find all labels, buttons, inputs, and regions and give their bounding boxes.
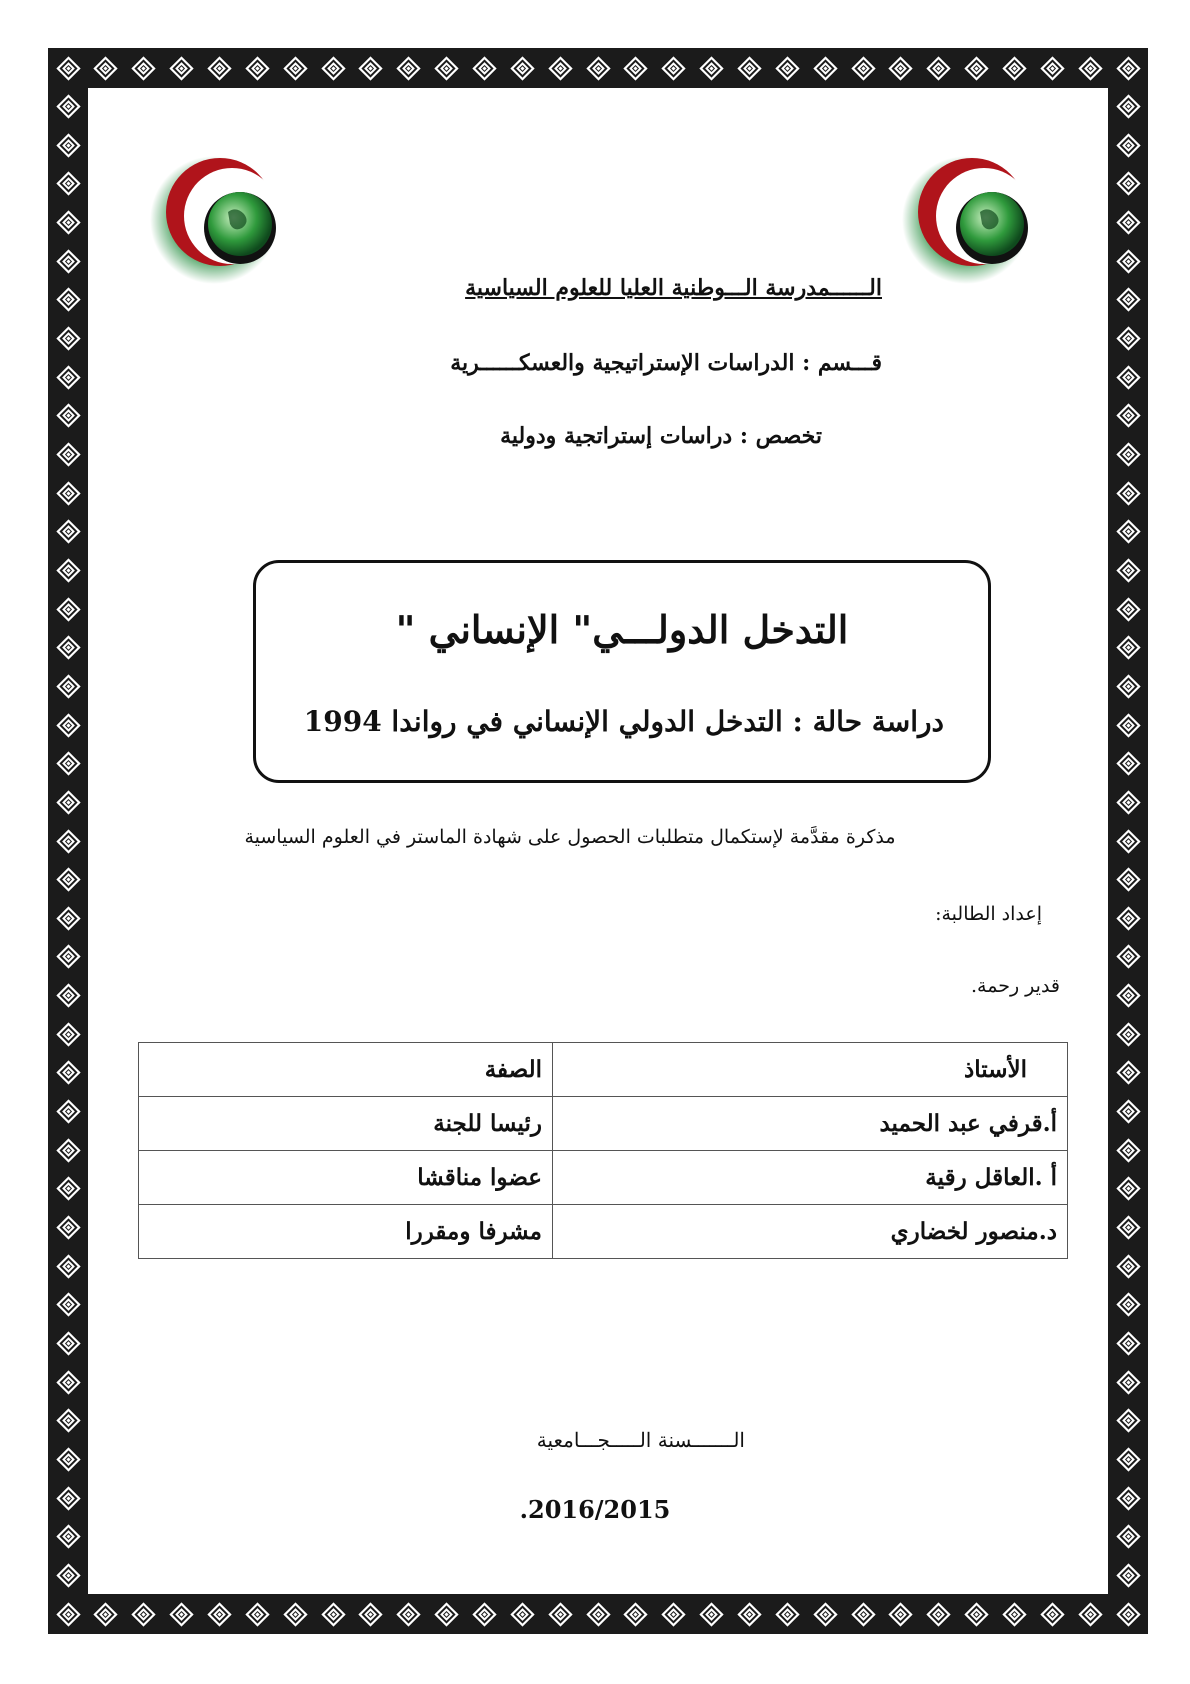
border-diamond — [94, 56, 118, 80]
border-diamond — [56, 95, 80, 119]
border-diamond — [283, 1602, 307, 1626]
border-diamond — [1116, 1563, 1140, 1587]
border-diamond — [737, 1602, 761, 1626]
border-diamond — [207, 56, 231, 80]
border-diamond — [1116, 1022, 1140, 1046]
border-diamond — [56, 1563, 80, 1587]
specialization: تخصص : دراسات إستراتجية ودولية — [500, 423, 822, 449]
border-diamond — [1116, 95, 1140, 119]
border-diamond — [435, 1602, 459, 1626]
thesis-title: التدخل الدولـــي" الإنساني " — [395, 607, 849, 652]
border-diamond — [927, 56, 951, 80]
border-diamond — [1116, 868, 1140, 892]
border-diamond — [1116, 1254, 1140, 1278]
border-diamond — [1116, 1409, 1140, 1433]
border-diamond — [56, 1331, 80, 1355]
border-diamond — [56, 327, 80, 351]
border-diamond — [510, 56, 534, 80]
border-diamond — [1116, 829, 1140, 853]
border-diamond — [397, 56, 421, 80]
border-diamond — [56, 1177, 80, 1201]
border-diamond — [56, 984, 80, 1008]
border-diamond — [56, 1138, 80, 1162]
border-diamond — [1116, 1602, 1140, 1626]
border-diamond — [170, 1602, 194, 1626]
department: قـــسم : الدراسات الإستراتيجية والعسكــــــرية — [450, 350, 882, 376]
student-name: قدير رحمة. — [971, 975, 1060, 997]
border-diamond — [662, 56, 686, 80]
border-diamond — [1116, 558, 1140, 582]
border-diamond — [207, 1602, 231, 1626]
border-diamond — [56, 1293, 80, 1317]
border-diamond — [889, 56, 913, 80]
border-diamond — [1040, 1602, 1064, 1626]
border-diamond — [586, 1602, 610, 1626]
border-diamond — [56, 945, 80, 969]
border-diamond — [1116, 442, 1140, 466]
border-diamond — [56, 249, 80, 273]
border-diamond — [1116, 597, 1140, 621]
professor-cell: أ.قرفي عبد الحميد — [553, 1097, 1068, 1151]
border-diamond — [1078, 56, 1102, 80]
school-name: الــــــمدرسة الـــوطنية العليا للعلوم السياسية — [465, 275, 882, 301]
border-diamond — [1116, 752, 1140, 776]
border-diamond — [56, 133, 80, 157]
border-diamond — [510, 1602, 534, 1626]
border-diamond — [1116, 133, 1140, 157]
table-row — [139, 1097, 1068, 1151]
border-diamond — [245, 56, 269, 80]
border-diamond — [56, 520, 80, 544]
border-diamond — [56, 288, 80, 312]
school-emblem-icon — [148, 150, 288, 290]
border-diamond — [56, 1061, 80, 1085]
border-diamond — [56, 211, 80, 235]
border-diamond — [56, 56, 80, 80]
border-diamond — [927, 1602, 951, 1626]
border-diamond — [56, 558, 80, 582]
border-diamond — [56, 481, 80, 505]
table-row — [139, 1151, 1068, 1205]
border-diamond — [435, 56, 459, 80]
border-diamond — [56, 365, 80, 389]
border-diamond — [737, 56, 761, 80]
border-diamond — [94, 1602, 118, 1626]
title-box — [253, 560, 991, 783]
border-diamond — [56, 829, 80, 853]
table-header-row — [139, 1043, 1068, 1097]
border-diamond — [965, 1602, 989, 1626]
border-diamond — [1002, 56, 1026, 80]
border-diamond — [775, 56, 799, 80]
border-diamond — [56, 442, 80, 466]
role-cell: مشرفا ومقررا — [139, 1205, 553, 1259]
border-diamond — [1116, 1525, 1140, 1549]
border-diamond — [56, 790, 80, 814]
border-diamond — [1116, 1215, 1140, 1239]
border-diamond — [813, 56, 837, 80]
border-diamond — [321, 56, 345, 80]
border-diamond — [1116, 1331, 1140, 1355]
border-diamond — [56, 172, 80, 196]
border-diamond — [1116, 713, 1140, 737]
role-cell: رئيسا للجنة — [139, 1097, 553, 1151]
border-diamond — [1116, 945, 1140, 969]
border-diamond — [1116, 365, 1140, 389]
border-diamond — [1116, 172, 1140, 196]
border-diamond — [1116, 1293, 1140, 1317]
border-diamond — [1116, 288, 1140, 312]
border-diamond — [1116, 1138, 1140, 1162]
professor-cell: أ .العاقل رقية — [553, 1151, 1068, 1205]
academic-year-label: الـــــــسنة الـــــجـــامعية — [536, 1428, 745, 1452]
border-diamond — [283, 56, 307, 80]
border-diamond — [1116, 1100, 1140, 1124]
border-diamond — [359, 56, 383, 80]
border-diamond — [56, 636, 80, 660]
border-diamond — [56, 713, 80, 737]
border-diamond — [56, 906, 80, 930]
case-study: دراسة حالة : التدخل الدولي الإنساني في رواندا 1994 — [303, 705, 944, 738]
border-diamond — [1116, 984, 1140, 1008]
border-diamond — [1116, 636, 1140, 660]
border-diamond — [1078, 1602, 1102, 1626]
border-diamond — [851, 56, 875, 80]
border-diamond — [56, 404, 80, 428]
table-row — [139, 1205, 1068, 1259]
border-diamond — [889, 1602, 913, 1626]
academic-year: .2016/2015 — [519, 1495, 671, 1524]
professor-cell: د.منصور لخضاري — [553, 1205, 1068, 1259]
border-diamond — [56, 1215, 80, 1239]
border-diamond — [56, 674, 80, 698]
border-diamond — [1116, 249, 1140, 273]
border-diamond — [56, 1254, 80, 1278]
border-diamond — [1116, 1370, 1140, 1394]
role-cell: عضوا مناقشا — [139, 1151, 553, 1205]
border-diamond — [56, 752, 80, 776]
border-diamond — [56, 1409, 80, 1433]
border-diamond — [56, 1370, 80, 1394]
border-diamond — [56, 1022, 80, 1046]
border-diamond — [56, 597, 80, 621]
school-emblem-icon — [900, 150, 1040, 290]
border-diamond — [548, 56, 572, 80]
border-diamond — [321, 1602, 345, 1626]
border-diamond — [1116, 211, 1140, 235]
border-diamond — [56, 1447, 80, 1471]
border-diamond — [1002, 1602, 1026, 1626]
border-diamond — [1116, 56, 1140, 80]
border-diamond — [1116, 404, 1140, 428]
border-diamond — [472, 56, 496, 80]
border-diamond — [1116, 1447, 1140, 1471]
border-diamond — [586, 56, 610, 80]
border-diamond — [245, 1602, 269, 1626]
border-diamond — [56, 1525, 80, 1549]
header-role: الصفة — [139, 1043, 553, 1097]
border-diamond — [813, 1602, 837, 1626]
border-diamond — [170, 56, 194, 80]
border-diamond — [1116, 906, 1140, 930]
border-diamond — [1116, 1177, 1140, 1201]
border-diamond — [700, 1602, 724, 1626]
border-diamond — [1116, 481, 1140, 505]
border-diamond — [1116, 520, 1140, 544]
border-diamond — [1116, 1061, 1140, 1085]
border-diamond — [359, 1602, 383, 1626]
border-diamond — [1116, 790, 1140, 814]
jury-table — [138, 1042, 1068, 1259]
prepared-by-label: إعداد الطالبة: — [935, 903, 1042, 925]
memo-note: مذكرة مقدَّمة لإستكمال متطلبات الحصول على شهادة الماستر في العلوم السياسية — [244, 826, 896, 848]
border-diamond — [1040, 56, 1064, 80]
header-professor: الأستاذ — [553, 1043, 1068, 1097]
border-diamond — [472, 1602, 496, 1626]
border-diamond — [397, 1602, 421, 1626]
border-diamond — [700, 56, 724, 80]
border-diamond — [56, 1100, 80, 1124]
border-diamond — [965, 56, 989, 80]
border-diamond — [624, 1602, 648, 1626]
border-diamond — [132, 1602, 156, 1626]
border-diamond — [56, 868, 80, 892]
border-diamond — [132, 56, 156, 80]
border-diamond — [775, 1602, 799, 1626]
border-diamond — [624, 56, 648, 80]
border-diamond — [1116, 327, 1140, 351]
border-diamond — [56, 1602, 80, 1626]
border-diamond — [851, 1602, 875, 1626]
border-diamond — [1116, 674, 1140, 698]
border-diamond — [662, 1602, 686, 1626]
border-diamond — [548, 1602, 572, 1626]
